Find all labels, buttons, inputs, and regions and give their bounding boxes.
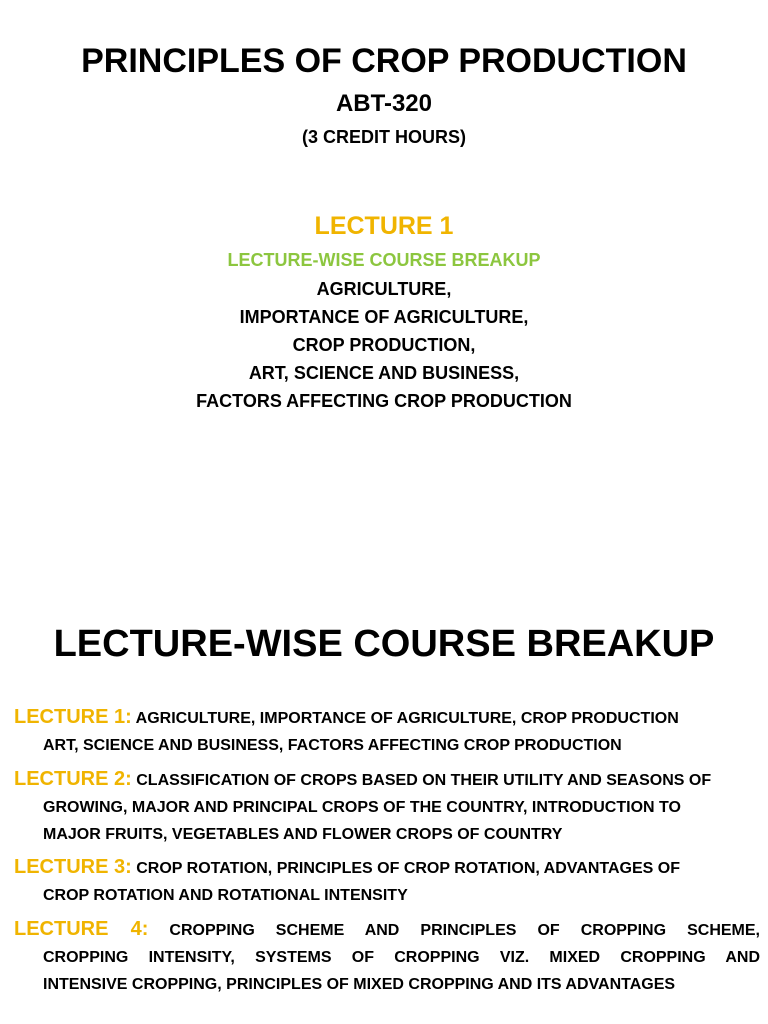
lecture-label: LECTURE 1: xyxy=(14,706,132,728)
lecture-entry-2 xyxy=(14,766,760,848)
lecture-sub-heading: LECTURE-WISE COURSE BREAKUP xyxy=(227,250,541,270)
lecture-entry-4 xyxy=(14,916,760,998)
lecture-label: LECTURE 2: xyxy=(14,768,132,790)
lecture-text: CROP ROTATION AND ROTATIONAL INTENSITY xyxy=(43,887,408,904)
course-code: ABT-320 xyxy=(335,90,433,117)
credit-hours: (3 CREDIT HOURS) xyxy=(301,127,466,147)
lecture-label: LECTURE 3: xyxy=(14,856,132,878)
course-title: PRINCIPLES OF CROP PRODUCTION xyxy=(81,42,687,80)
topic-item: ART, SCIENCE AND BUSINESS, xyxy=(248,363,520,383)
topic-item: IMPORTANCE OF AGRICULTURE, xyxy=(239,307,529,327)
lecture-text: CROP ROTATION, PRINCIPLES OF CROP ROTATION, ADVANTAGES OF xyxy=(136,860,680,877)
lecture-text: ART, SCIENCE AND BUSINESS, FACTORS AFFECTING CROP PRODUCTION xyxy=(43,737,622,754)
topic-item: CROP PRODUCTION, xyxy=(292,335,476,355)
course-breakup-slide xyxy=(0,600,768,1024)
lecture-text: CROPPING SCHEME AND PRINCIPLES OF CROPPING SCHEME, xyxy=(169,922,760,939)
lecture-text: GROWING, MAJOR AND PRINCIPAL CROPS OF THE COUNTRY, INTRODUCTION TO xyxy=(43,799,681,816)
lecture-text: INTENSIVE CROPPING, PRINCIPLES OF MIXED CROPPING AND ITS ADVANTAGES xyxy=(43,976,676,993)
lecture-heading: LECTURE 1 xyxy=(314,212,454,240)
lecture-entry-3 xyxy=(14,854,760,909)
lecture-text: AGRICULTURE, IMPORTANCE OF AGRICULTURE, CROP PRODUCTION xyxy=(135,710,679,727)
lecture-text: CROPPING INTENSITY, SYSTEMS OF CROPPING VIZ. MIXED CROPPING AND xyxy=(43,949,760,966)
lecture-text: MAJOR FRUITS, VEGETABLES AND FLOWER CROPS OF COUNTRY xyxy=(43,826,563,843)
topic-item: FACTORS AFFECTING CROP PRODUCTION xyxy=(196,391,572,411)
lecture-text: CLASSIFICATION OF CROPS BASED ON THEIR UTILITY AND SEASONS OF xyxy=(136,772,712,789)
lecture-entry-1 xyxy=(14,704,760,759)
lecture-label: LECTURE 4: xyxy=(14,918,149,940)
topic-item: AGRICULTURE, xyxy=(316,279,452,299)
breakup-title: LECTURE-WISE COURSE BREAKUP xyxy=(53,623,715,665)
